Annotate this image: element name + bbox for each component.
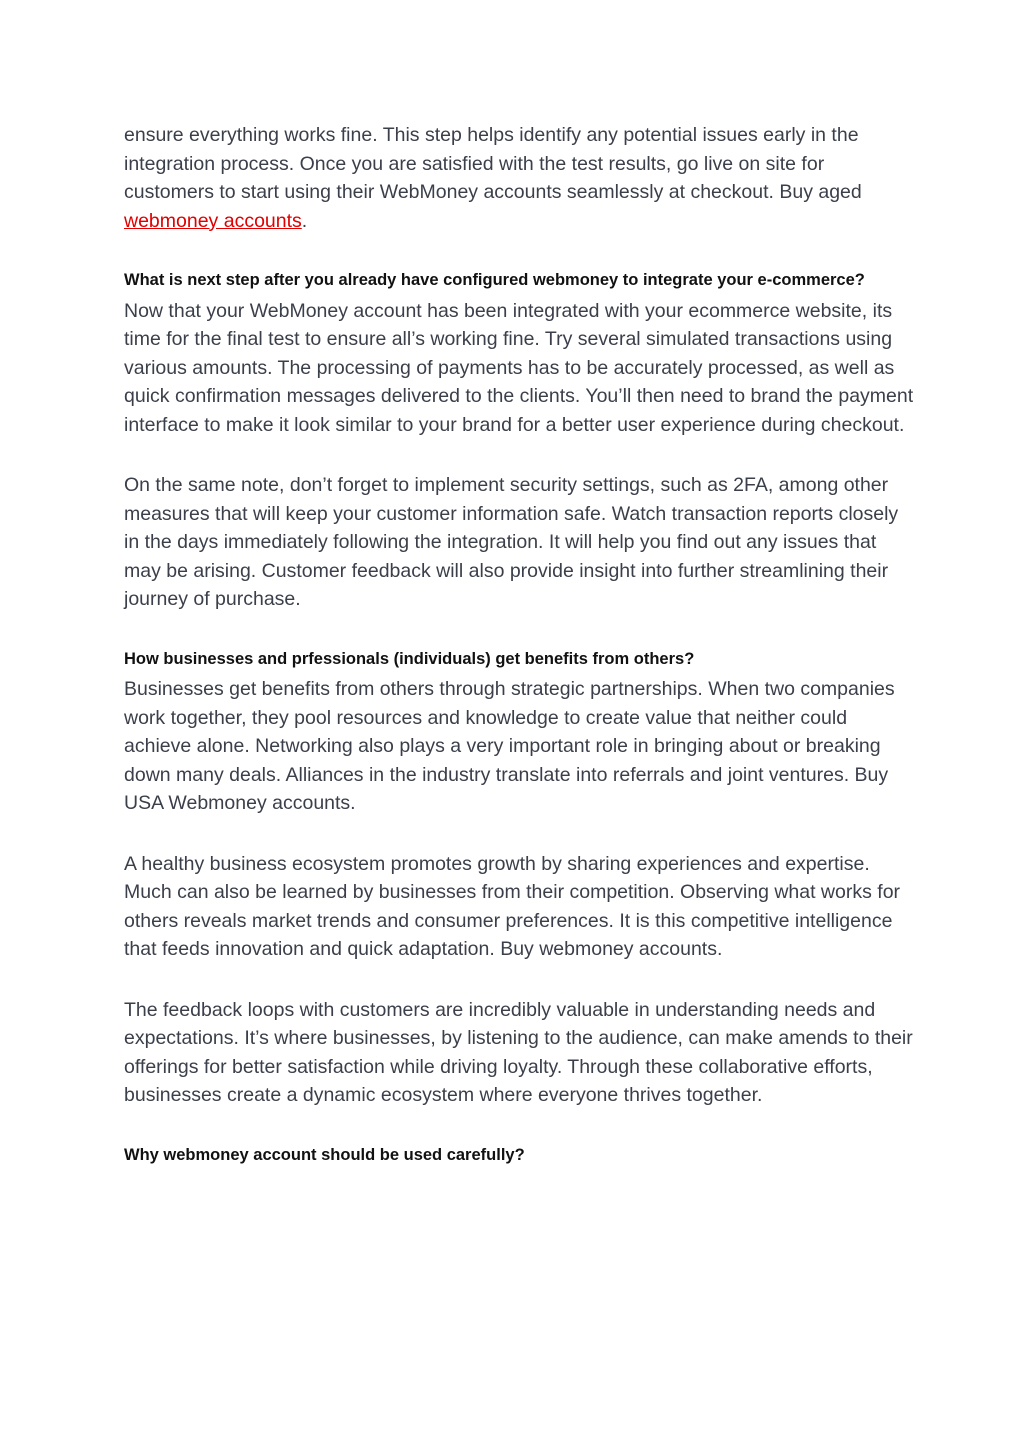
body-paragraph: Now that your WebMoney account has been integrated with your ecommerce website, its time for the final test to ensure all’s working fine. Try several simulated transactions using various amounts. The processing of payments has to be accurately processed, as well as quick confirmation messages delivered to the clients. You’ll then need to brand the payment interface to make it look similar to your brand for a better user experience during checkout. <box>124 299 914 436</box>
section-heading-benefits: How businesses and prfessionals (individuals) get benefits from others? <box>124 649 695 668</box>
intro-text-end: . <box>301 209 308 232</box>
document-page <box>124 121 914 1169</box>
body-paragraph: Businesses get benefits from others through strategic partnerships. When two companies work together, they pool resources and knowledge to create value that neither could achieve alone. Networking also plays a very important role in bringing about or breaking down many deals. Alliances in the industry translate into referrals and joint ventures. Buy USA Webmoney accounts. <box>124 678 895 814</box>
section-heading-careful-use: Why webmoney account should be used carefully? <box>124 1145 525 1164</box>
body-paragraph: On the same note, don’t forget to implement security settings, such as 2FA, among other measures that will keep your customer information safe. Watch transaction reports closely in the days immediately following the integration. It will help you find out any issues that may be arising. Customer feedback will also provide insight into further streamlining their journey of purchase. <box>124 474 899 610</box>
section-heading-next-step: What is next step after you already have configured webmoney to integrate your e-commerce? <box>124 271 865 289</box>
intro-text: ensure everything works fine. This step helps identify any potential issues early in the integration process. Once you are satisfied with the test results, go live on site for customers to start using their WebMoney accounts seamlessly at checkout. Buy aged <box>124 124 862 203</box>
intro-paragraph <box>124 121 914 235</box>
body-paragraph: The feedback loops with customers are incredibly valuable in understanding needs and expectations. It’s where businesses, by listening to the audience, can make amends to their offerings for better satisfaction while driving loyalty. Through these collaborative efforts, businesses create a dynamic ecosystem where everyone thrives together. <box>124 998 913 1106</box>
body-paragraph: A healthy business ecosystem promotes growth by sharing experiences and expertise. Much can also be learned by businesses from their competition. Observing what works for others reveals market trends and consumer preferences. It is this competitive intelligence that feeds innovation and quick adaptation. Buy webmoney accounts. <box>124 852 901 960</box>
webmoney-accounts-link[interactable]: webmoney accounts <box>124 209 302 232</box>
